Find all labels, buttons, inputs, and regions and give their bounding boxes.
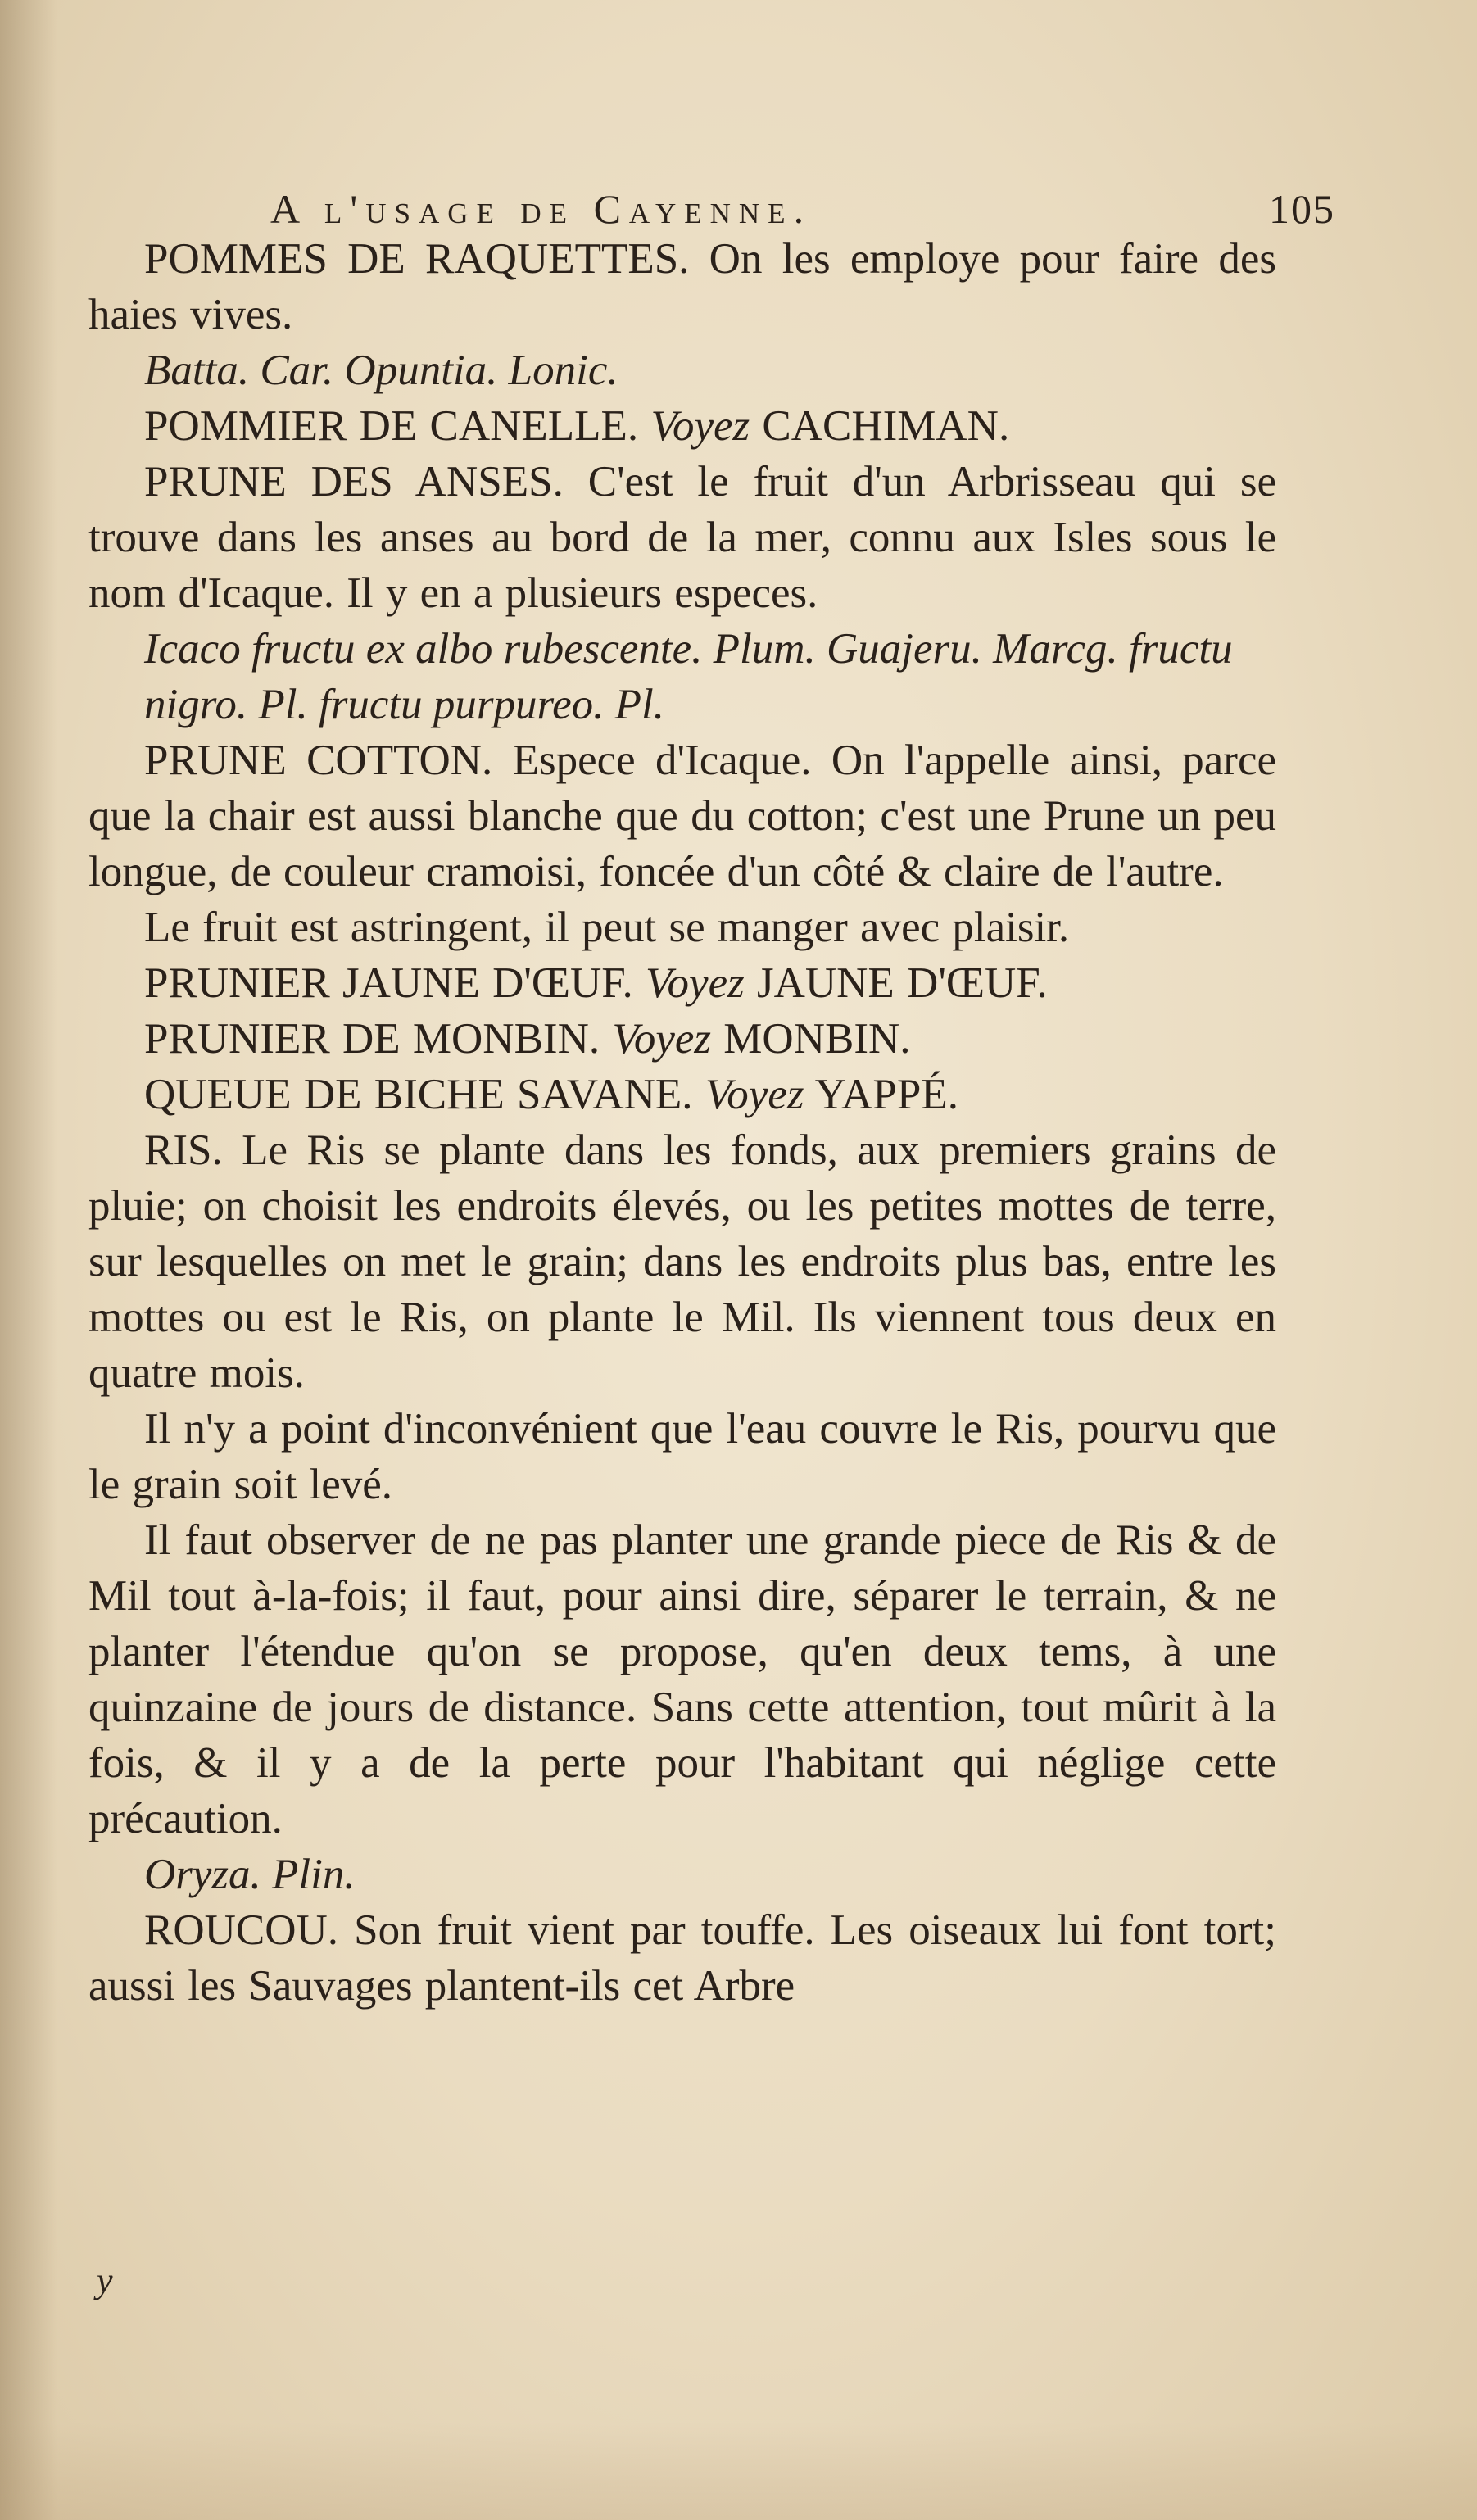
cross-reference-target: CACHIMAN. [762, 402, 1010, 450]
entry-prunier-jaune-d-oeuf [88, 955, 1276, 1011]
paragraph: Le fruit est astringent, il peut se manger avec plaisir. [144, 904, 1070, 951]
entry-body: Espece d'Icaque. On l'appelle ainsi, parce que la chair est aussi blanche que du cotton; c'est une Prune un peu longue, de couleur cramoisi, foncée d'un côté & claire de l'autre. [88, 737, 1276, 895]
cross-reference-target: YAPPÉ. [814, 1071, 959, 1118]
cross-reference-target: JAUNE D'ŒUF. [756, 959, 1048, 1007]
entry-headword: PRUNE DES ANSES. [144, 458, 564, 505]
cross-reference-voyez: Voyez [646, 959, 745, 1007]
page-number: 105 [1269, 186, 1335, 232]
cross-reference-target: MONBIN. [723, 1015, 911, 1063]
entry-prune-des-anses [88, 454, 1276, 621]
latin-name: Icaco fructu ex albo rubescente. Plum. Guajeru. Marcg. fructu nigro. Pl. fructu purpureo. Pl. [144, 625, 1233, 728]
entry-headword: POMMES DE RAQUETTES. [144, 235, 690, 283]
latin-name: Batta. Car. Opuntia. Lonic. [144, 347, 618, 394]
cross-reference-voyez: Voyez [650, 402, 750, 450]
entry-headword: POMMIER DE CANELLE. [144, 402, 639, 450]
entry-headword: PRUNE COTTON. [144, 737, 493, 784]
entry-headword: PRUNIER JAUNE D'ŒUF. [144, 959, 633, 1007]
cross-reference-voyez: Voyez [612, 1015, 712, 1063]
entry-body: On les employe pour faire des haies vives. [88, 235, 1276, 338]
entry-headword: QUEUE DE BICHE SAVANE. [144, 1071, 693, 1118]
running-head [270, 185, 1335, 234]
signature-mark: y [97, 2260, 113, 2300]
main-text [88, 231, 1276, 2014]
entry-prune-cotton [88, 732, 1276, 900]
page-edge-shading [0, 2422, 1477, 2520]
entry-headword: ROUCOU. [144, 1906, 339, 1954]
paragraph: Il n'y a point d'inconvénient que l'eau couvre le Ris, pourvu que le grain soit levé. [88, 1405, 1276, 1508]
entry-headword: PRUNIER DE MONBIN. [144, 1015, 600, 1063]
entry-body: Son fruit vient par touffe. Les oiseaux lui font tort; aussi les Sauvages plantent-ils cet Arbre [88, 1906, 1276, 2010]
paragraph: Il faut observer de ne pas planter une grande piece de Ris & de Mil tout à-la-fois; il faut, pour ainsi dire, séparer le terrain, & ne planter l'étendue qu'on se propose, qu'en deux tems, à une quinzaine de jours de distance. Sans cette attention, tout mûrit à la fois, & il y a de la perte pour l'habitant qui néglige cette précaution. [88, 1516, 1276, 1842]
entry-prunier-de-monbin [88, 1011, 1276, 1067]
entry-body: C'est le fruit d'un Arbrisseau qui se trouve dans les anses au bord de la mer, connu aux Isles sous le nom d'Icaque. Il y en a plusieurs especes. [88, 458, 1276, 617]
entry-queue-de-biche-savane [88, 1067, 1276, 1122]
entry-pommier-de-canelle [88, 398, 1276, 454]
cross-reference-voyez: Voyez [705, 1071, 804, 1118]
entry-roucou [88, 1902, 1276, 2014]
entry-headword: RIS. [144, 1126, 223, 1174]
entry-body: Le Ris se plante dans les fonds, aux premiers grains de pluie; on choisit les endroits élevés, ou les petites mottes de terre, sur lesquelles on met le grain; dans les endroits plus bas, entre les mottes ou est le Ris, on plante le Mil. Ils viennent tous deux en quatre mois. [88, 1126, 1276, 1397]
latin-name: Oryza. Plin. [144, 1851, 356, 1898]
gutter-shadow [0, 0, 57, 2520]
entry-pommes-de-raquettes [88, 231, 1276, 342]
entry-ris [88, 1122, 1276, 1401]
running-head-title: A l'usage de Cayenne. [270, 186, 813, 232]
